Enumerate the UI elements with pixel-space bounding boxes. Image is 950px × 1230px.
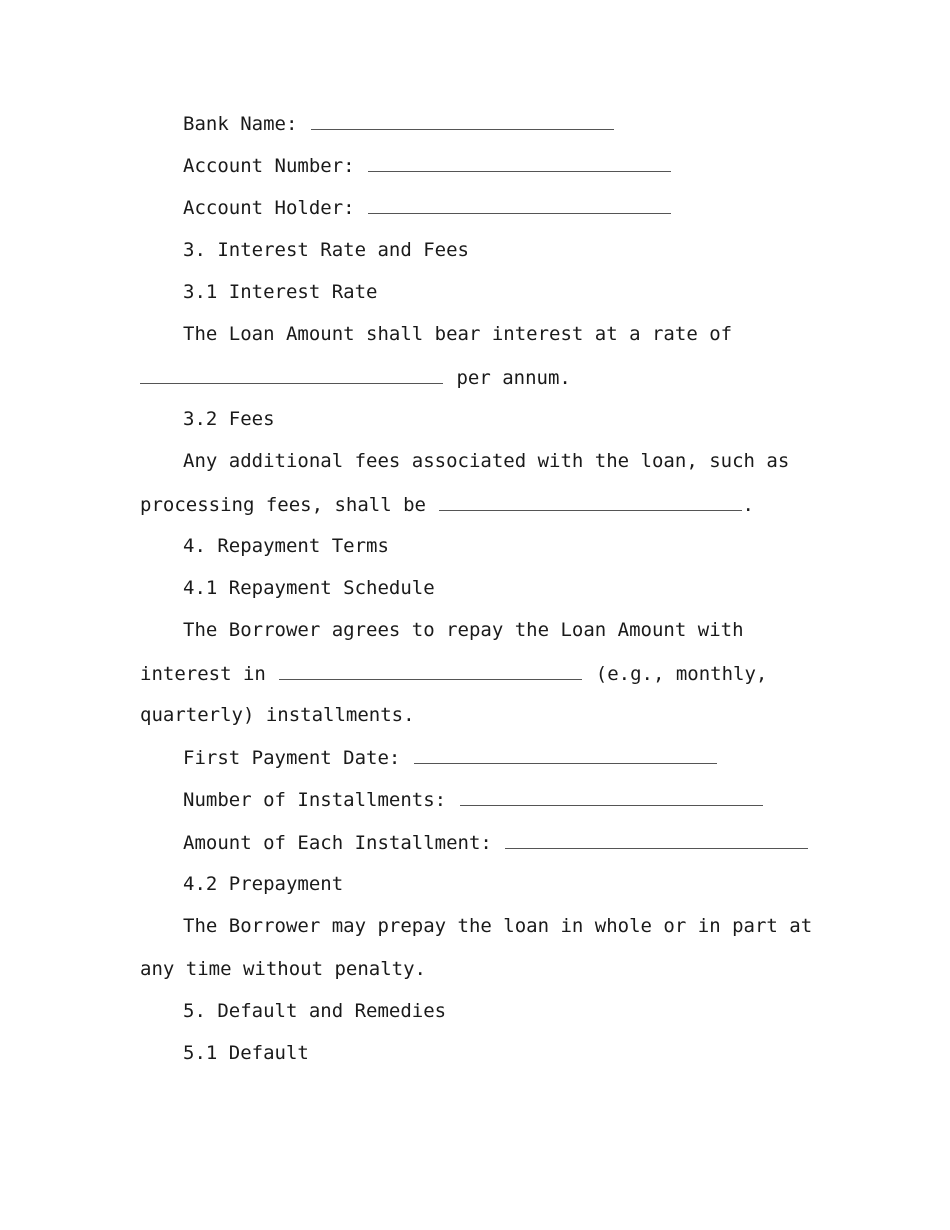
interest-rate-blank <box>140 364 443 384</box>
each-installment-label: Amount of Each Installment: <box>183 832 492 854</box>
prepayment-text-2: any time without penalty. <box>140 958 426 980</box>
section-3-1-heading: 3.1 Interest Rate <box>183 281 378 303</box>
fees-text-2-post: . <box>742 494 754 516</box>
repayment-line-2 <box>140 660 767 687</box>
section-3-heading: 3. Interest Rate and Fees <box>183 239 469 261</box>
section-4-1-heading: 4.1 Repayment Schedule <box>183 577 435 599</box>
first-payment-blank <box>414 744 717 764</box>
section-4-2-heading: 4.2 Prepayment <box>183 873 344 895</box>
account-number-line <box>183 152 673 179</box>
repayment-text-2-pre: interest in <box>140 663 266 685</box>
fees-text-1: Any additional fees associated with the loan, such as <box>183 450 790 472</box>
account-holder-label: Account Holder: <box>183 197 355 219</box>
repayment-frequency-blank <box>279 660 582 680</box>
prepayment-text-1: The Borrower may prepay the loan in whole or in part at <box>183 915 813 937</box>
first-payment-label: First Payment Date: <box>183 747 401 769</box>
fees-blank <box>439 491 742 511</box>
interest-rate-text-2: per annum. <box>456 367 571 389</box>
installments-line <box>183 786 765 813</box>
account-holder-line <box>183 194 673 221</box>
installments-label: Number of Installments: <box>183 789 447 811</box>
fees-line-2 <box>140 491 754 518</box>
section-5-1-heading: 5.1 Default <box>183 1042 309 1064</box>
each-installment-blank <box>505 829 808 849</box>
interest-rate-line-2 <box>140 364 571 391</box>
repayment-text-2-post: (e.g., monthly, <box>595 663 768 685</box>
section-5-heading: 5. Default and Remedies <box>183 1000 447 1022</box>
account-number-label: Account Number: <box>183 155 355 177</box>
section-3-2-heading: 3.2 Fees <box>183 408 275 430</box>
interest-rate-text-1: The Loan Amount shall bear interest at a rate of <box>183 323 733 345</box>
account-holder-blank <box>368 194 671 214</box>
account-number-blank <box>368 152 671 172</box>
bank-name-label: Bank Name: <box>183 113 298 135</box>
bank-name-blank <box>311 110 614 130</box>
fees-text-2-pre: processing fees, shall be <box>140 494 426 516</box>
section-4-heading: 4. Repayment Terms <box>183 535 389 557</box>
bank-name-line <box>183 110 616 137</box>
first-payment-line <box>183 744 719 771</box>
repayment-text-1: The Borrower agrees to repay the Loan Amount with <box>183 619 744 641</box>
repayment-text-3: quarterly) installments. <box>140 704 415 726</box>
installments-blank <box>460 786 763 806</box>
each-installment-line <box>183 829 810 856</box>
